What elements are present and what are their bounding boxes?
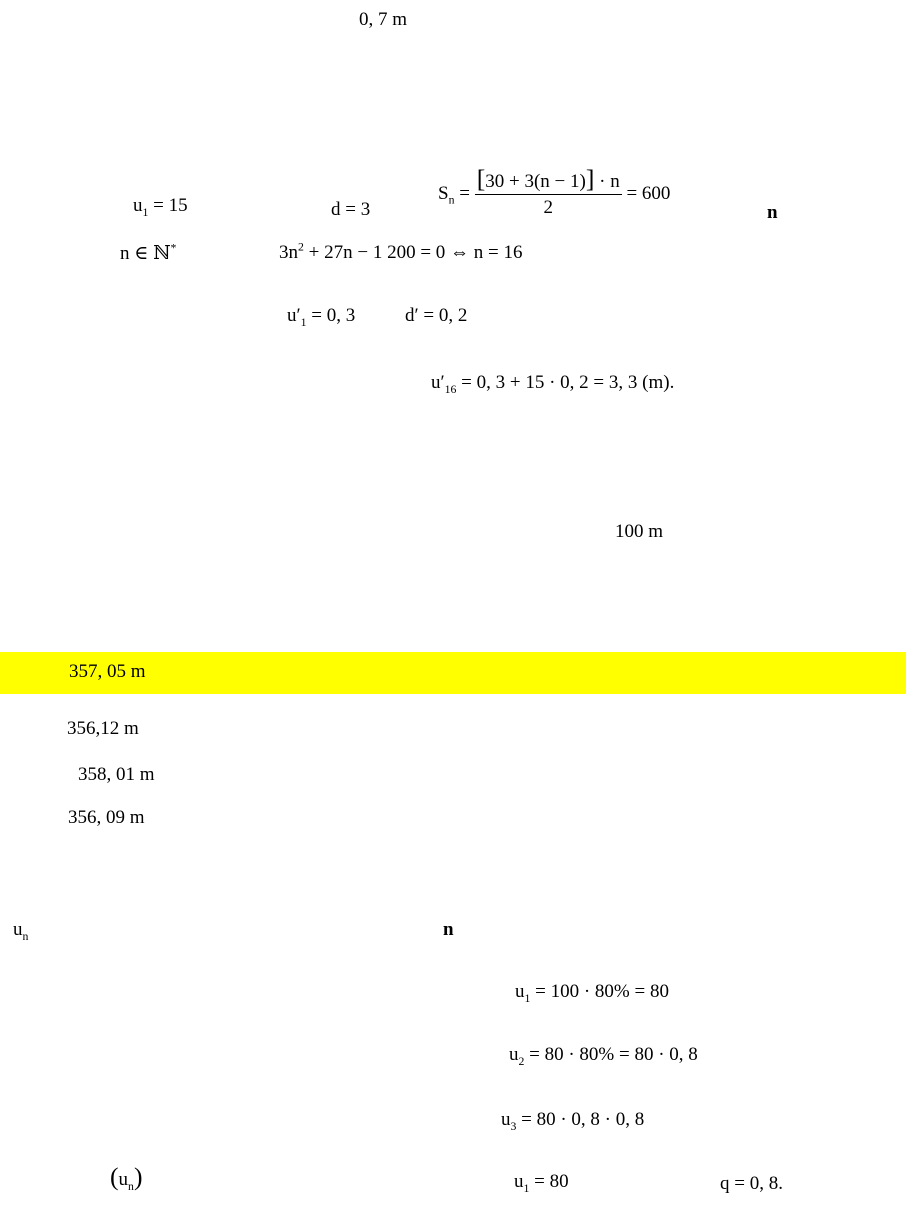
math-sum-formula: $S_n$ = $\frac{[30 + 3(n - 1)] \cdot n}{2}$ = 600 [438, 164, 671, 218]
sum-fraction: $\frac{[30 + 3(n - 1)] \cdot n}{2}$ [476, 164, 620, 218]
math-d-equals-3: d = 3 [331, 199, 371, 220]
variable-n: n [767, 202, 778, 223]
math-ratio-q: q = 0, 8. [720, 1173, 783, 1194]
math-sequence-un: $(u_n)$ [110, 1162, 143, 1193]
math-u1-equals-15: $u_1 = 15$ [133, 195, 188, 219]
answer-option-a: 357, 05 m [69, 661, 146, 682]
math-n-natural: n ∈ ℕ* [120, 241, 177, 264]
variable-n-2: n [443, 919, 454, 940]
math-u1-calc: $u_1 = 100 \cdot 80\% = 80$ [515, 981, 669, 1005]
math-d-prime: d′ = 0, 2 [405, 305, 468, 326]
math-length-0-7: 0, 7 m [359, 9, 408, 30]
answer-option-b: 356,12 m [67, 718, 139, 739]
math-u2-calc: $u_2 = 80 \cdot 80\% = 80 \cdot 0$, 8 [509, 1044, 698, 1068]
math-u3-calc: $u_3 = 80 \cdot 0$, 8 · 0, 8 [501, 1109, 645, 1133]
answer-option-c: 358, 01 m [78, 764, 155, 785]
math-u1-prime: $u'_1 = 0$, 3 [287, 305, 356, 329]
math-quadratic-equation: $3n^2 + 27n - 1$ 200 = 0 ⇔ n = 16 [279, 240, 523, 263]
answer-option-d: 356, 09 m [68, 807, 145, 828]
math-u16-prime: $u'_{16} = 0$, 3 + 15 · 0, 2 = 3, 3 (m). [431, 372, 675, 396]
math-100-m: 100 m [615, 521, 664, 542]
math-un: $u_n$ [13, 919, 29, 943]
math-u1-80: $u_1 = 80$ [514, 1171, 569, 1195]
